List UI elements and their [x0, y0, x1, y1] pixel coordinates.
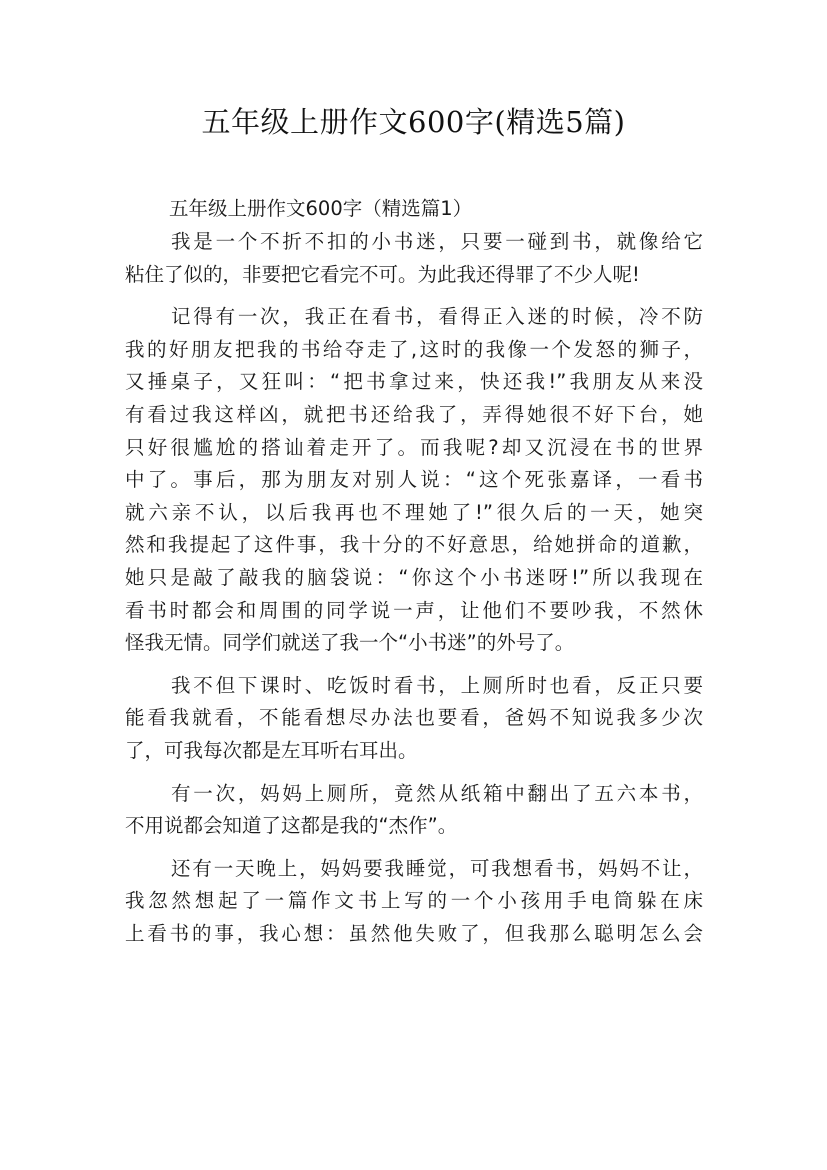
document-body	[125, 192, 703, 960]
paragraph-1	[125, 226, 703, 291]
paragraph-4	[125, 778, 703, 843]
text-line: 有看过我这样凶，就把书还给我了，弄得她很不好下台，她	[125, 402, 703, 426]
text-line: 只好很尴尬的搭讪着走开了。而我呢?却又沉浸在书的世界	[125, 435, 703, 459]
text-line: 中了。事后，那为朋友对别人说：“这个死张嘉译，一看书	[125, 468, 703, 492]
text-line: 能看我就看，不能看想尽办法也要看，爸妈不知说我多少次	[125, 706, 703, 730]
text-line: 上看书的事，我心想：虽然他失败了，但我那么聪明怎么会	[125, 921, 703, 945]
text-line: 又捶桌子，又狂叫：“把书拿过来，快还我!”我朋友从来没	[125, 370, 703, 394]
text-line: 怪我无情。同学们就送了我一个“小书迷”的外号了。	[125, 631, 575, 655]
text-line: 看书时都会和周围的同学说一声，让他们不要吵我，不然休	[125, 598, 703, 622]
text-line: 了，可我每次都是左耳听右耳出。	[125, 738, 418, 762]
text-line: 记得有一次，我正在看书，看得正入迷的时候，冷不防	[171, 305, 703, 329]
text-line: 我不但下课时、吃饭时看书，上厕所时也看，反正只要	[171, 673, 703, 697]
text-line: 她只是敲了敲我的脑袋说：“你这个小书迷呀!”所以我现在	[125, 565, 703, 589]
text-line: 不用说都会知道了这都是我的“杰作”。	[125, 814, 458, 838]
text-line: 粘住了似的，非要把它看完不可。为此我还得罪了不少人呢!	[125, 262, 640, 286]
text-line: 然和我提起了这件事，我十分的不好意思，给她拼命的道歉，	[125, 533, 703, 557]
text-line: 我是一个不折不扣的小书迷，只要一碰到书，就像给它	[171, 230, 703, 253]
text-line: 还有一天晚上，妈妈要我睡觉，可我想看书，妈妈不让，	[171, 856, 703, 880]
section-heading: 五年级上册作文600字（精选篇1）	[169, 197, 473, 220]
paragraph-2	[125, 301, 703, 660]
text-line: 有一次，妈妈上厕所，竟然从纸箱中翻出了五六本书，	[171, 781, 703, 805]
text-line: 就六亲不认，以后我再也不理她了!”很久后的一天，她突	[125, 500, 703, 524]
paragraph-3	[125, 670, 703, 768]
document-title: 五年级上册作文600字(精选5篇)	[201, 105, 626, 139]
paragraph-5	[125, 853, 703, 951]
text-line: 我忽然想起了一篇作文书上写的一个小孩用手电筒躲在床	[125, 889, 703, 913]
text-line: 我的好朋友把我的书给夺走了,这时的我像一个发怒的狮子，	[125, 337, 703, 361]
